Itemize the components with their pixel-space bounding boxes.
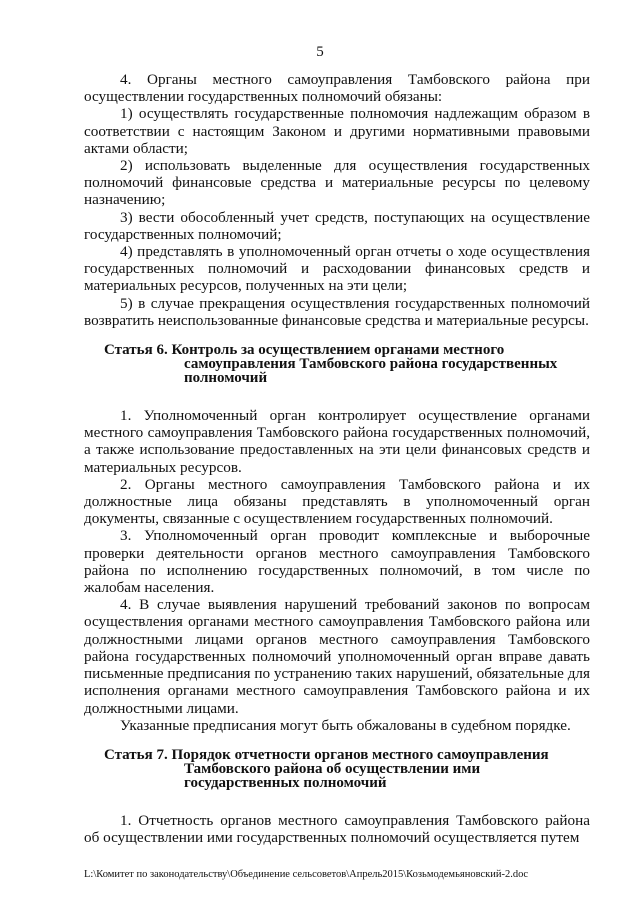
document-body (84, 71, 590, 846)
article6-paragraph-4: 4. В случае выявления нарушений требований законов по вопросам осуществления органами местного самоуправления Тамбовского района или должностными лицами органов местного самоуправления Тамбовского района государственных полномочий уполномоченный орган вправе давать письменные предписания по устранению таких нарушений, обязательные для исполнения органами местного самоуправления Тамбовского района и их должностными лицами. (84, 596, 590, 717)
article7-title-line2: Тамбовского района об осуществлении ими (184, 760, 481, 777)
article7-title-line3: государственных полномочий (184, 774, 387, 791)
part4-item-3: 3) вести обособленный учет средств, поступающих на осуществление государственных полномочий; (84, 208, 590, 243)
article6-title-line2: самоуправления Тамбовского района государственных (184, 356, 558, 373)
article6-paragraph-1: 1. Уполномоченный орган контролирует осуществление органами местного самоуправления Тамбовского района государственных полномочий, а также использование предоставленных на эти цели финансовых средств и материальных ресурсов. (84, 407, 590, 476)
article6-heading (84, 343, 590, 385)
part4-item-5: 5) в случае прекращения осуществления государственных полномочий возвратить неиспользованные финансовые средства и материальные ресурсы. (84, 294, 590, 329)
file-path-footer: L:\Комитет по законодательству\Объединение сельсоветов\Апрель2015\Козьмодемьяновский-2.doc (84, 869, 528, 880)
part4-item-2: 2) использовать выделенные для осуществления государственных полномочий финансовые средства и материальные ресурсы по целевому назначению; (84, 157, 590, 209)
article6-paragraph-2: 2. Органы местного самоуправления Тамбовского района и их должностные лица обязаны представлять в уполномоченный орган документы, связанные с осуществлением государственных полномочий. (84, 475, 590, 528)
page-number: 5 (316, 44, 324, 60)
article6-paragraph-5: Указанные предписания могут быть обжалованы в судебном порядке. (120, 716, 571, 734)
article7-heading (84, 748, 590, 790)
part4-item-1: 1) осуществлять государственные полномочия надлежащим образом в соответствии с настоящим Законом и другими нормативными правовыми актами области; (84, 105, 590, 157)
part4-intro: 4. Органы местного самоуправления Тамбовского района при осуществлении государственных полномочий обязаны: (84, 71, 590, 106)
article6-paragraph-3: 3. Уполномоченный орган проводит комплексные и выборочные проверки деятельности органов местного самоуправления Тамбовского района по исполнению государственных полномочий, в том числе по жалобам населения. (84, 527, 590, 597)
article6-title-line1: Статья 6. Контроль за осуществлением органами местного (104, 342, 505, 359)
part4-item-4: 4) представлять в уполномоченный орган отчеты о ходе осуществления государственных полномочий и расходовании финансовых средств и материальных ресурсов, полученных на эти цели; (84, 243, 590, 295)
article6-title-line3: полномочий (184, 370, 268, 387)
article7-paragraph-1: 1. Отчетность органов местного самоуправления Тамбовского района об осуществлении ими государственных полномочий осуществляется путем (84, 811, 590, 847)
article7-title-line1: Статья 7. Порядок отчетности органов местного самоуправления (104, 746, 549, 763)
